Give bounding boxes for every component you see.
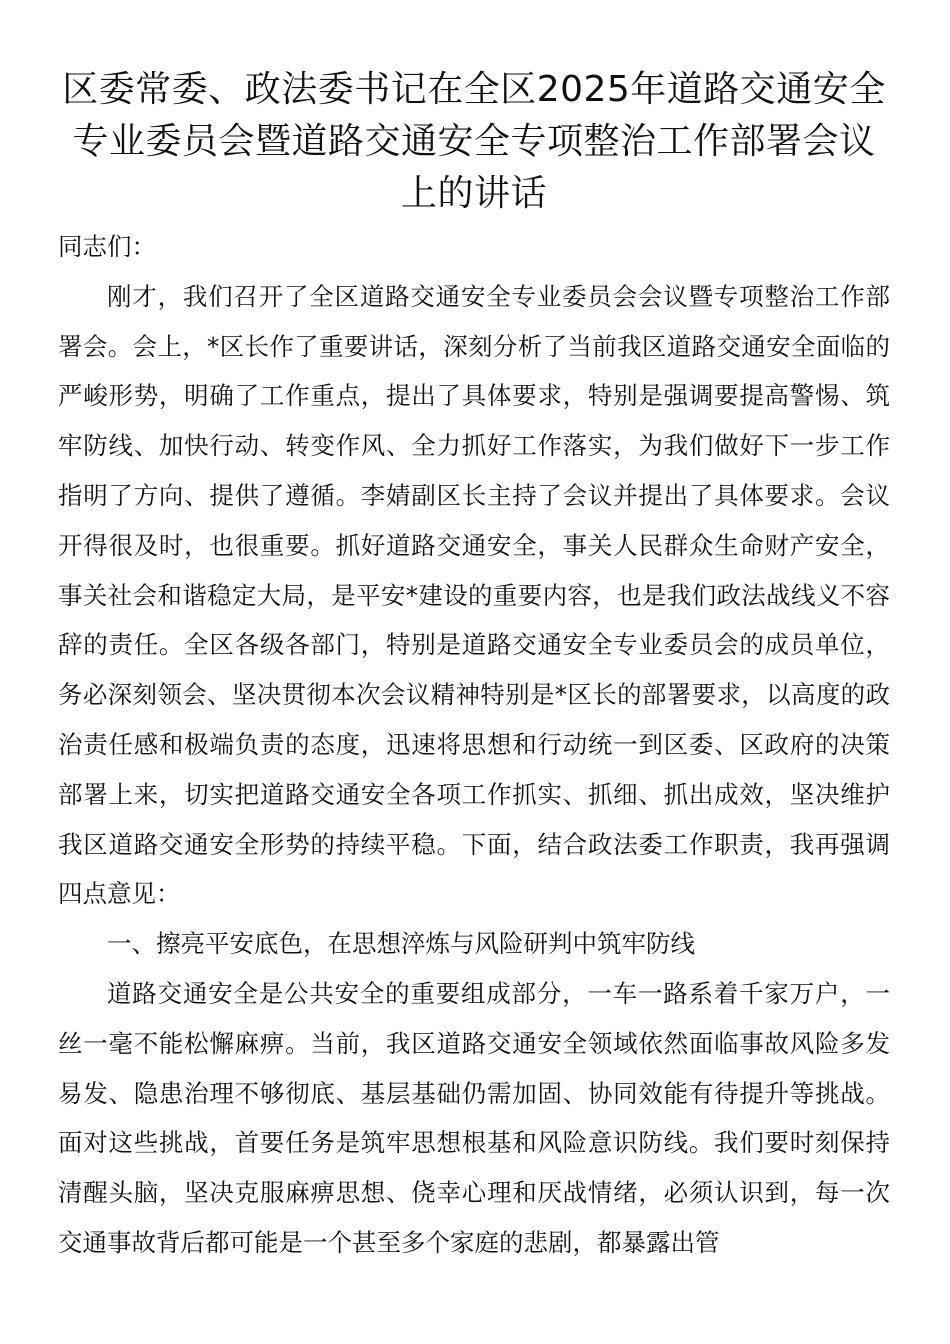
paragraph: 刚才，我们召开了全区道路交通安全专业委员会会议暨专项整治工作部署会。会上，*区长作了重要讲话，深刻分析了当前我区道路交通安全面临的严峻形势，明确了工作重点，提出了具体要求，特别是强调要提高警惕、筑牢防线、加快行动、转变作风、全力抓好工作落实，为我们做好下一步工作指明了方向、提供了遵循。李婧副区长主持了会议并提出了具体要求。会议开得很及时，也很重要。抓好道路交通安全，事关人民群众生命财产安全，事关社会和谐稳定大局，是平安*建设的重要内容，也是我们政法战线义不容辞的责任。全区各级各部门，特别是道路交通安全专业委员会的成员单位，务必深刻领会、坚决贯彻本次会议精神特别是*区长的部署要求，以高度的政治责任感和极端负责的态度，迅速将思想和行动统一到区委、区政府的决策部署上来，切实把道路交通安全各项工作抓实、抓细、抓出成效，坚决维护我区道路交通安全形势的持续平稳。下面，结合政法委工作职责，我再强调四点意见：: [58, 281, 890, 909]
section-heading: 一、擦亮平安底色，在思想淬炼与风险研判中筑牢防线: [107, 929, 695, 959]
section-paragraph: 道路交通安全是公共安全的重要组成部分，一车一路系着千家万户，一丝一毫不能松懈麻痹。当前，我区道路交通安全领域依然面临事故风险多发易发、隐患治理不够彻底、基层基础仍需加固、协同效能有待提升等挑战。面对这些挑战，首要任务是筑牢思想根基和风险意识防线。我们要时刻保持清醒头脑，坚决克服麻痹思想、侥幸心理和厌战情绪，必须认识到，每一次交通事故背后都可能是一个甚至多个家庭的悲剧，都暴露出管: [58, 978, 890, 1257]
document-title: 区委常委、政法委书记在全区2025年道路交通安全专业委员会暨道路交通安全专项整治工作部署会议上的讲话: [62, 69, 886, 214]
salutation: 同志们：: [58, 232, 156, 261]
document-body: [58, 222, 890, 1268]
